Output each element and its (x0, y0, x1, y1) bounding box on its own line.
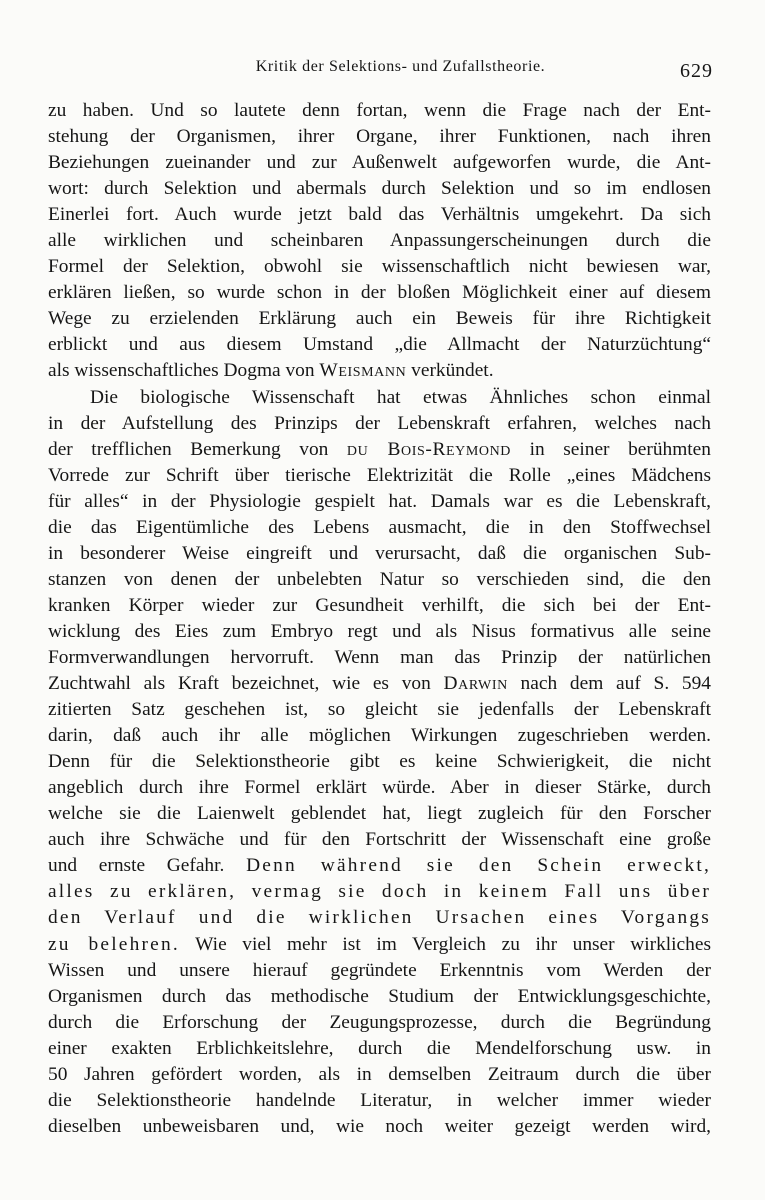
text-line (48, 827, 711, 853)
text-line (48, 98, 711, 124)
text-line (48, 749, 711, 775)
text-line (48, 958, 711, 984)
text-line (48, 567, 711, 593)
spaced-emphasis: Denn während sie den Schein erweckt, (246, 855, 711, 877)
text-line (48, 801, 711, 827)
text-line (48, 176, 711, 202)
text-line (48, 358, 711, 384)
text-line (48, 1062, 711, 1088)
text-segment: Denn für die Selektionstheorie gibt es keine Schwierigkeit, die nicht (48, 751, 711, 773)
text-segment: Wie viel mehr ist im Vergleich zu ihr unser wirkliches (179, 933, 711, 955)
text-segment: alle wirklichen und scheinbaren Anpassungerscheinungen durch die (48, 230, 711, 252)
text-line (48, 723, 711, 749)
page-header (48, 58, 713, 84)
small-caps-name: Darwin (443, 673, 508, 695)
text-segment: auch ihre Schwäche und für den Fortschritt der Wissenschaft eine große (48, 829, 711, 851)
text-segment: und ernste Gefahr. (48, 855, 247, 877)
body-text (48, 98, 711, 1140)
text-segment: Formel der Selektion, obwohl sie wissenschaftlich nicht bewiesen war, (48, 256, 711, 278)
text-line (48, 905, 711, 931)
text-segment: darin, daß auch ihr alle möglichen Wirkungen zugeschrieben werden. (48, 725, 711, 747)
text-segment: erklären ließen, so wurde schon in der bloßen Möglichkeit einer auf diesem (48, 282, 711, 304)
text-line (48, 463, 711, 489)
text-line (48, 879, 711, 905)
text-segment: die das Eigentümliche des Lebens ausmacht, die in den Stoffwechsel (48, 516, 711, 538)
text-segment: zu haben. Und so lautete denn fortan, wenn die Frage nach der Ent- (48, 100, 711, 121)
text-line (48, 150, 711, 176)
text-line (48, 775, 711, 801)
text-segment: Wissen und unsere hierauf gegründete Erkenntnis vom Werden der (48, 959, 711, 981)
text-segment: verkündet. (406, 360, 494, 382)
text-line (48, 1088, 711, 1114)
text-line (48, 853, 711, 879)
text-line (48, 932, 711, 958)
spaced-emphasis: zu belehren. (48, 933, 180, 955)
text-segment: erblickt und aus diesem Umstand „die Allmacht der Naturzüchtung“ (48, 334, 711, 356)
text-line (48, 411, 711, 437)
text-segment: wort: durch Selektion und abermals durch Selektion und so im endlosen (48, 178, 711, 200)
text-line (48, 619, 711, 645)
text-segment: zitierten Satz geschehen ist, so gleicht sie jedenfalls der Lebenskraft (48, 699, 711, 721)
text-line (48, 437, 711, 463)
text-line (48, 1114, 711, 1140)
text-line (48, 541, 711, 567)
text-segment: durch die Erforschung der Zeugungsprozesse, durch die Begründung (48, 1011, 711, 1033)
text-segment: in seiner berühmten (511, 438, 711, 460)
text-line (48, 306, 711, 332)
text-line (48, 228, 711, 254)
text-segment: in der Aufstellung des Prinzips der Lebenskraft erfahren, welches nach (48, 412, 711, 434)
text-segment: Einerlei fort. Auch wurde jetzt bald das Verhältnis umgekehrt. Da sich (48, 204, 711, 226)
text-line (48, 593, 711, 619)
text-segment: Organismen durch das methodische Studium der Entwicklungsgeschichte, (48, 985, 711, 1007)
text-line (48, 515, 711, 541)
text-line (48, 385, 711, 411)
text-line (48, 1010, 711, 1036)
text-segment: nach dem auf S. 594 (507, 673, 711, 695)
text-segment: in besonderer Weise eingreift und verursacht, daß die organischen Sub- (48, 542, 711, 564)
text-line (48, 671, 711, 697)
text-line (48, 254, 711, 280)
spaced-emphasis: alles zu erklären, vermag sie doch in keinem Fall uns über (48, 881, 711, 903)
text-line (48, 1036, 711, 1062)
text-segment: Wege zu erzielenden Erklärung auch ein Beweis für ihre Richtigkeit (48, 308, 711, 330)
small-caps-name: Weismann (319, 360, 407, 382)
text-segment: wicklung des Eies zum Embryo regt und als Nisus formativus alle seine (48, 620, 711, 642)
text-segment: dieselben unbeweisbaren und, wie noch weiter gezeigt werden wird, (48, 1115, 711, 1137)
text-segment: Die biologische Wissenschaft hat etwas Ähnliches schon einmal (90, 386, 711, 408)
text-segment: kranken Körper wieder zur Gesundheit verhilft, die sich bei der Ent- (48, 594, 711, 616)
text-segment: als wissenschaftliches Dogma von (48, 360, 320, 382)
text-segment: stehung der Organismen, ihrer Organe, ihrer Funktionen, nach ihren (48, 126, 711, 148)
text-segment: einer exakten Erblichkeitslehre, durch die Mendelforschung usw. in (48, 1037, 711, 1059)
text-segment: für alles“ in der Physiologie gespielt hat. Damals war es die Lebenskraft, (48, 490, 711, 512)
spaced-emphasis: den Verlauf und die wirklichen Ursachen eines Vorgangs (48, 907, 711, 929)
text-segment: Beziehungen zueinander und zur Außenwelt aufgeworfen wurde, die Ant- (48, 152, 711, 174)
text-segment: 50 Jahren gefördert worden, als in demselben Zeitraum durch die über (48, 1063, 711, 1085)
text-segment: Vorrede zur Schrift über tierische Elektrizität die Rolle „eines Mädchens (48, 464, 711, 486)
text-segment: die Selektionstheorie handelnde Literatur, in welcher immer wieder (48, 1089, 711, 1111)
text-segment: angeblich durch ihre Formel erklärt würde. Aber in dieser Stärke, durch (48, 777, 711, 799)
small-caps-name: du Bois-Reymond (346, 438, 512, 460)
running-head: Kritik der Selektions- und Zufallstheorie. (255, 58, 546, 75)
text-line (48, 202, 711, 228)
text-segment: Formverwandlungen hervorruft. Wenn man das Prinzip der natürlichen (48, 646, 711, 668)
text-line (48, 645, 711, 671)
text-line (48, 124, 711, 150)
text-line (48, 332, 711, 358)
page-number: 629 (680, 60, 713, 82)
text-segment: stanzen von denen der unbelebten Natur so verschieden sind, die den (48, 568, 711, 590)
text-line (48, 697, 711, 723)
text-line (48, 489, 711, 515)
text-segment: Zuchtwahl als Kraft bezeichnet, wie es von (48, 673, 444, 695)
text-segment: der trefflichen Bemerkung von (48, 438, 347, 460)
text-segment: welche sie die Laienwelt geblendet hat, liegt zugleich für den Forscher (48, 803, 711, 825)
text-line (48, 280, 711, 306)
text-line (48, 984, 711, 1010)
